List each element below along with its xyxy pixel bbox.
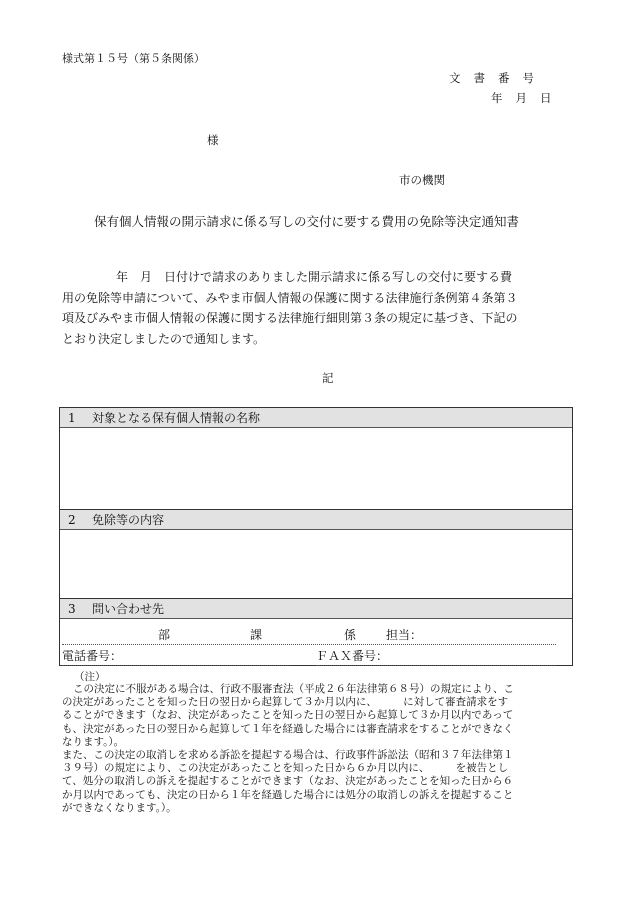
section-number: 2 — [68, 513, 76, 527]
notes-heading: （注） — [74, 671, 106, 683]
form-number: 様式第１５号（第５条関係） — [62, 52, 205, 65]
note-line: も、決定があった日の翌日から起算して１年を経過した場合には審査請求をすることができなく — [62, 722, 514, 735]
note-line: ３９号）の規定により、この決定があったことを知った日から６か月以内に、 を被告とし — [62, 762, 509, 775]
section-label: 係 — [344, 628, 357, 642]
issuing-organization: 市の機関 — [399, 173, 445, 187]
document-number-label: 文書番号 — [449, 71, 547, 85]
body-line: 年 月 日付けで請求のありました開示請求に係る写しの交付に要する費 — [116, 270, 513, 284]
notice-body — [62, 267, 572, 349]
section-label: 免除等の内容 — [92, 513, 165, 527]
department-label: 部 — [158, 628, 171, 642]
note-line: ができなくなります。）。 — [62, 801, 177, 814]
section-2-header — [60, 510, 572, 530]
addressee-suffix: 様 — [207, 133, 219, 147]
contact-department-row — [62, 627, 556, 645]
phone-row — [62, 648, 290, 666]
note-line: また、この決定の取消しを求める訴訟を提起する場合は、行政事件訴訟法（昭和３７年法律第１ — [62, 749, 514, 762]
person-in-charge-label: 担当： — [386, 628, 423, 642]
note-line: て、処分の取消しの訴えを提起することができます（なお、決定があったことを知った日から６ — [62, 775, 514, 788]
section-label: 問い合わせ先 — [92, 602, 165, 616]
note-line: か月以内であっても、決定の日から１年を経過した場合には処分の取消しの訴えを提起すること — [62, 788, 514, 801]
section-3-header — [60, 599, 572, 619]
section-label: 対象となる保有個人情報の名称 — [92, 411, 261, 425]
ki-heading: 記 — [322, 371, 334, 385]
notes-text — [62, 683, 574, 815]
fax-label: ＦＡＸ番号： — [316, 649, 389, 663]
section-1-header — [60, 408, 572, 428]
body-line: とおり決定しましたので通知します。 — [62, 331, 266, 346]
note-line: なります。）。 — [62, 735, 125, 748]
details-table — [59, 407, 573, 666]
date-label: 年月日 — [491, 91, 565, 105]
body-line: 項及びみやま市個人情報の保護に関する法律施行細則第３条の規定に基づき、下記の — [62, 311, 518, 325]
note-line: の決定があったことを知った日の翌日から起算して３か月以内に、 に対して審査請求をす — [62, 696, 509, 709]
body-line: 用の免除等申請について、みやま市個人情報の保護に関する法律施行条例第４条第３ — [62, 290, 518, 305]
division-label: 課 — [250, 628, 263, 642]
section-number: 1 — [68, 411, 76, 425]
fax-row — [316, 648, 556, 666]
document-title: 保有個人情報の開示請求に係る写しの交付に要する費用の免除等決定通知書 — [94, 214, 520, 229]
section-number: 3 — [68, 602, 76, 616]
note-line: この決定に不服がある場合は、行政不服審査法（平成２６年法律第６８号）の規定により、こ — [73, 683, 514, 695]
phone-label: 電話番号： — [62, 649, 123, 663]
note-line: ることができます（なお、決定があったことを知った日の翌日から起算して３か月以内であって — [62, 709, 514, 722]
